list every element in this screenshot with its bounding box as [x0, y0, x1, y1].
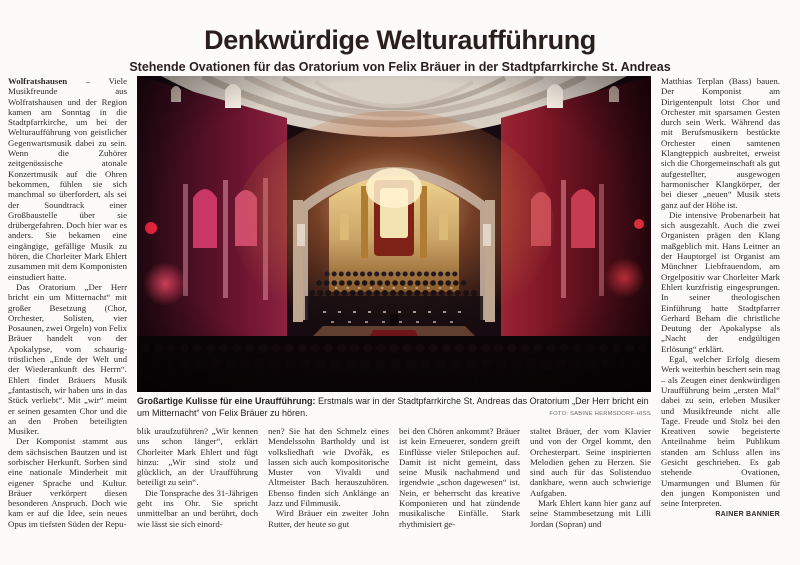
caption-lead: Großartige Kulisse für eine Uraufführung:: [137, 396, 316, 406]
paragraph: Egal, welcher Erfolg diesem Werk weiterhin beschert sein mag – als Zeugen einer denkwürdigen Uraufführung beim „ersten Mal“ dabei zu sein, erleben Musiker und Musikfreunde nicht alle Tage. Freude und Stolz bei den Kreativen sowie begeisterte Anteilnahme beim Publikum standen am Schluss allen ins Gesicht geschrieben. Es gab stehende Ovationen, Umarmungen und Blumen für den jungen Komponisten und seine Interpreten. RAINER BANNIER: [661, 354, 780, 508]
paragraph: nen? Sie hat den Schmelz eines Mendelssohn Bartholdy und ist volksliedhaft wie Dvořák, es lassen sich auch kompositorische Muster von Vivaldi und Altmeister Bach herauszuhören. Ebenso finden sich Anklänge an Jazz und Filmmusik.: [268, 426, 389, 509]
text-column-3: [268, 426, 389, 529]
photo-caption: [137, 396, 651, 419]
church-photo: [137, 76, 651, 392]
text-column-2: [137, 426, 258, 529]
paragraph: Mark Ehlert kann hier ganz auf seine Stammbesetzung mit Lilli Jordan (Sopran) und: [530, 498, 651, 529]
paragraph: staltet Bräuer, der vom Klavier und von der Orgel kommt, den Orchesterpart. Seine inspirierten Melodien gehen zu Herzen. Sie sind auch für das Solistenduo dankbare, wenn auch schwierige Aufgaben.: [530, 426, 651, 498]
dateline: Wolfratshausen: [8, 76, 68, 86]
article-subtitle: Stehende Ovationen für das Oratorium von Felix Bräuer in der Stadtpfarrkirche St. Andreas: [129, 60, 671, 74]
paragraph: Matthias Terplan (Bass) bauen. Der Komponist am Dirigentenpult lotst Chor und Orchester mit sparsamen Gesten durch sein Werk. Während das mit Berufsmusikern bestückte Orchester einen samtenen Klangteppich ausbreitet, erweist sich die Chorgemeinschaft als gut aufgestellter, ausgewogen harmonischer Klangkörper, der bei dieser „neuen“ Musik stets ganz auf der Höhe ist.: [661, 76, 780, 210]
text-column-1: [8, 76, 127, 529]
photo-credit: FOTO: SABINE HERMSDORF-HISS: [549, 411, 651, 417]
bottom-columns: [137, 426, 651, 529]
paragraph: Die Tonsprache des 31-Jährigen geht ins Ohr. Sie spricht unmittelbar an und berührt, doch wie lässt sie sich einord-: [137, 487, 258, 529]
author-byline: RAINER BANNIER: [715, 511, 780, 519]
paragraph: Das Oratorium „Der Herr bricht ein um Mitternacht“ mit großer Besetzung (Chor, Orchester, Solisten, vier Posaunen, zwei Orgeln) von Felix Bräuer handelt von der Apokalypse, vom schaurig-tröstlichen „Ende der Welt und der Wiederankunft des Herrn“. Ehlert findet Bräuers Musik „fantastisch, wir haben uns in das Stück verliebt“. Mit „wir“ meint er seinen gesamten Chor und die an den Proben beteiligten Musiker.: [8, 281, 127, 437]
text-column-4: [399, 426, 520, 529]
text-column-5: [530, 426, 651, 529]
paragraph: bei den Chören ankommt? Bräuer ist kein Erneuerer, sondern greift Einflüsse vieler Stilepochen auf. Damit ist nicht gemeint, dass seine Musik nachahmend und irgendwie „schon dagewesen“ ist. Nein, er beherrscht das kreative Komponieren und hat zündende musikalische Einfälle. Stark rhythmisiert ge-: [399, 426, 520, 529]
paragraph: Wolfratshausen – Viele Musikfreunde aus Wolfratshausen und der Region kamen am Sonntag in die Stadtpfarrkirche, um bei der Welturaufführung von geistlicher Gegenwartsmusik dabei zu sein. Wenn die Zuhörer zeitgenössische atonale Konzertmusik auf die Ohren bekommen, fühlen sie sich manchmal so überfordert, als sei der Soundtrack einer Großbaustelle über sie drübergefahren. Doch hier war es anders. Sie bekamen eine eingängige, gefällige Musik zu hören, die Chorleiter Mark Ehlert zusammen mit dem Komponisten einstudiert hatte.: [8, 76, 127, 282]
paragraph: Wird Bräuer ein zweiter John Rutter, der heute so gut: [268, 508, 389, 529]
text-column-6: [661, 76, 780, 521]
paragraph: Der Komponist stammt aus dem sächsischen Bautzen und ist sorbischer Herkunft. Sorben sind eine nationale Minderheit mit eigener Sprache und Kultur. Bräuer verkörpert diesen besonderen Anspruch. Doch wie kam er auf die Idee, sein neues Opus im tiefsten Süden der Repu-: [8, 436, 127, 529]
paragraph: Die intensive Probenarbeit hat sich ausgezahlt. Auch die zwei Organisten prägen den Klang maßgeblich mit. Hans Leitner an der Hauptorgel ist Organist am Münchner Liebfrauendom, am Orgelpositiv war Chorleiter Mark Ehlert kurzfristig eingesprungen. In seiner theologischen Einführung hatte Stadtpfarrer Gerhard Beham die christliche Deutung der Apokalypse als „Nacht der endgültigen Erlösung“ erklärt.: [661, 209, 780, 354]
paragraph: blik uraufzuführen? „Wir kennen uns schon länger“, erklärt Chorleiter Mark Ehlert und fügt hinzu: „Wir sind stolz und glücklich, an der Uraufführung beteiligt zu sein“.: [137, 426, 258, 488]
caption-text: Erstmals war in der Stadtpfarrkirche St. Andreas das Oratorium „Der Herr bricht ein um Mitternacht“ von Felix Bräuer zu hören.: [137, 396, 649, 418]
page-title: Denkwürdige Welturaufführung: [204, 25, 596, 55]
church-interior-illustration: [137, 76, 651, 392]
article-center: [137, 76, 651, 529]
article-header: [0, 27, 800, 74]
article-body: [8, 76, 780, 529]
